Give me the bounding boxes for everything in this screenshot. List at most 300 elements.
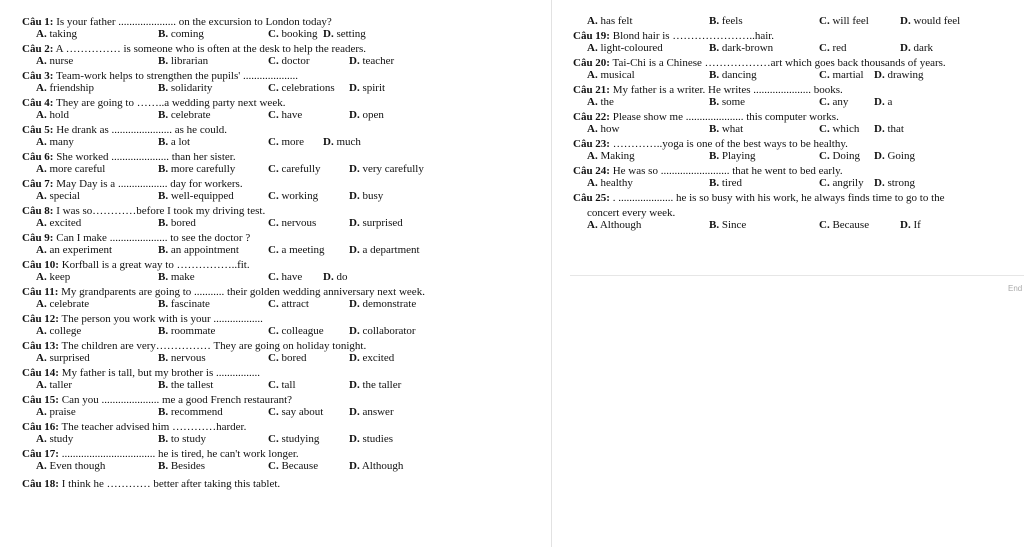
option-b[interactable] (158, 217, 196, 229)
option-b[interactable] (158, 379, 213, 391)
question-options (22, 460, 552, 475)
option-letter: D. (349, 217, 360, 229)
option-c[interactable] (819, 150, 860, 162)
option-a[interactable] (36, 244, 112, 256)
question-text: .................................. he is tired, he can't work longer. (61, 448, 299, 460)
option-b[interactable] (158, 82, 212, 94)
option-letter: C. (268, 217, 279, 229)
option-b[interactable] (158, 244, 239, 256)
option-letter: B. (158, 460, 169, 472)
option-d[interactable] (349, 298, 416, 310)
option-text: Doing (832, 150, 860, 162)
option-d[interactable] (900, 42, 933, 54)
option-letter: D. (323, 136, 334, 148)
option-letter: A. (587, 219, 598, 231)
question-options (22, 190, 552, 205)
option-b[interactable] (158, 325, 215, 337)
option-a[interactable] (36, 190, 80, 202)
option-letter: D. (874, 177, 885, 189)
option-letter: A. (587, 42, 598, 54)
option-a[interactable] (36, 109, 69, 121)
option-b[interactable] (158, 163, 235, 175)
question-stem (22, 16, 552, 28)
question-number: Câu 21: (573, 84, 610, 96)
question-item (22, 205, 552, 232)
option-c[interactable] (268, 217, 316, 229)
question-item (573, 84, 1013, 111)
option-letter: D. (900, 42, 911, 54)
option-b[interactable] (158, 460, 205, 472)
option-text: drawing (887, 69, 924, 81)
option-d[interactable] (349, 460, 403, 472)
option-b[interactable] (158, 136, 190, 148)
option-d[interactable] (349, 82, 385, 94)
option-letter: C. (268, 271, 279, 283)
question-stem (573, 192, 1013, 204)
option-a[interactable] (36, 55, 73, 67)
option-c[interactable] (268, 298, 309, 310)
option-a[interactable] (36, 433, 73, 445)
option-b[interactable] (709, 42, 773, 54)
question-stem (22, 421, 552, 433)
option-a[interactable] (36, 298, 89, 310)
option-d[interactable] (874, 96, 892, 108)
question-item (573, 192, 1013, 234)
option-c[interactable] (268, 271, 302, 283)
option-c[interactable] (819, 219, 869, 231)
option-letter: A. (587, 69, 598, 81)
option-b[interactable] (709, 177, 742, 189)
question-item (22, 286, 552, 313)
question-number: Câu 20: (573, 57, 610, 69)
option-d[interactable] (874, 69, 924, 81)
option-a[interactable] (36, 28, 77, 40)
option-text: light-coloured (600, 42, 663, 54)
option-text: excited (49, 217, 82, 229)
option-letter: B. (158, 190, 169, 202)
option-letter: D. (900, 15, 911, 27)
option-text: what (721, 123, 744, 135)
option-d[interactable] (900, 219, 921, 231)
option-letter: A. (36, 433, 47, 445)
option-d[interactable] (349, 379, 401, 391)
option-a[interactable] (587, 69, 635, 81)
option-d[interactable] (900, 15, 960, 27)
question-item (22, 178, 552, 205)
option-a[interactable] (36, 82, 94, 94)
question-stem (22, 286, 552, 298)
option-letter: C. (819, 15, 830, 27)
question-number: Câu 18: (22, 478, 59, 490)
option-d[interactable] (349, 433, 393, 445)
question-stem (573, 84, 1013, 96)
question-item (22, 313, 552, 340)
option-d[interactable] (349, 352, 394, 364)
option-text: demonstrate (362, 298, 417, 310)
option-text: study (49, 433, 74, 445)
option-c[interactable] (819, 177, 864, 189)
option-c[interactable] (268, 244, 325, 256)
option-letter: D. (349, 406, 360, 418)
option-d[interactable] (349, 406, 394, 418)
option-letter: D. (349, 190, 360, 202)
question-number: Câu 13: (22, 340, 59, 352)
option-letter: B. (709, 42, 720, 54)
question-options (22, 325, 552, 340)
option-d[interactable] (323, 136, 361, 148)
option-b[interactable] (158, 28, 204, 40)
option-text: martial (832, 69, 864, 81)
option-letter: D. (349, 352, 360, 364)
question-stem (22, 478, 552, 490)
question-text: May Day is a .................. day for workers. (56, 178, 243, 190)
option-letter: B. (158, 244, 169, 256)
question-number: Câu 23: (573, 138, 610, 150)
option-letter: D. (349, 433, 360, 445)
question-item (22, 151, 552, 178)
option-a[interactable] (587, 96, 614, 108)
option-letter: D. (349, 163, 360, 175)
option-c[interactable] (268, 379, 296, 391)
option-c[interactable] (268, 460, 318, 472)
option-letter: B. (709, 219, 720, 231)
option-text: any (832, 96, 849, 108)
question-text: Team-work helps to strengthen the pupils' .................... (56, 70, 298, 82)
question-options (22, 244, 552, 259)
option-letter: A. (36, 190, 47, 202)
option-letter: C. (819, 150, 830, 162)
question-options (22, 352, 552, 367)
option-a[interactable] (36, 217, 81, 229)
option-d[interactable] (349, 55, 394, 67)
option-text: musical (600, 69, 635, 81)
option-letter: B. (709, 177, 720, 189)
option-d[interactable] (323, 271, 347, 283)
option-text: college (49, 325, 82, 337)
question-stem (22, 70, 552, 82)
question-number: Câu 4: (22, 97, 54, 109)
option-text: angrily (832, 177, 864, 189)
option-text: recommend (170, 406, 223, 418)
option-b[interactable] (158, 298, 210, 310)
question-text: My grandparents are going to ........... their golden wedding anniversary next week. (61, 286, 425, 298)
end-divider (570, 275, 1024, 276)
option-c[interactable] (268, 28, 318, 40)
question-stem (22, 367, 552, 379)
option-text: an experiment (49, 244, 113, 256)
option-d[interactable] (874, 177, 915, 189)
question-item (22, 124, 552, 151)
option-a[interactable] (36, 163, 105, 175)
option-c[interactable] (268, 82, 335, 94)
question-item (573, 57, 1013, 84)
option-d[interactable] (323, 28, 366, 40)
question-number: Câu 8: (22, 205, 54, 217)
option-d[interactable] (349, 109, 384, 121)
option-letter: D. (874, 96, 885, 108)
question-number: Câu 12: (22, 313, 59, 325)
option-c[interactable] (268, 109, 302, 121)
option-b[interactable] (709, 15, 743, 27)
option-letter: B. (158, 136, 169, 148)
option-text: busy (362, 190, 384, 202)
option-a[interactable] (587, 15, 633, 27)
option-text: booking (281, 28, 318, 40)
option-c[interactable] (819, 96, 848, 108)
option-text: studies (362, 433, 394, 445)
option-text: Even though (49, 460, 106, 472)
option-c[interactable] (819, 15, 869, 27)
option-letter: C. (268, 433, 279, 445)
option-d[interactable] (349, 325, 416, 337)
option-a[interactable] (36, 136, 74, 148)
end-label: End (1008, 284, 1023, 293)
question-text: A …………… is someone who is often at the desk to help the readers. (55, 43, 367, 55)
question-number: Câu 3: (22, 70, 54, 82)
option-letter: A. (36, 244, 47, 256)
option-text: more careful (49, 163, 106, 175)
option-a[interactable] (587, 123, 619, 135)
option-text: setting (336, 28, 366, 40)
question-options (22, 163, 552, 178)
question-text: …………..yoga is one of the best ways to be healthy. (612, 138, 848, 150)
option-letter: C. (268, 406, 279, 418)
option-letter: B. (709, 96, 720, 108)
option-c[interactable] (268, 406, 323, 418)
question-number: Câu 16: (22, 421, 59, 433)
question-text: Please show me ..................... this computer works. (612, 111, 839, 123)
option-text: bored (170, 217, 196, 229)
option-letter: A. (36, 28, 47, 40)
option-letter: C. (268, 82, 279, 94)
question-text: My father is a writer. He writes ..................... books. (612, 84, 843, 96)
option-d[interactable] (874, 123, 904, 135)
question-text: Blond hair is …………………..hair. (612, 30, 775, 42)
question-number: Câu 5: (22, 124, 54, 136)
question-text: Is your father ..................... on the excursion to London today? (56, 16, 332, 28)
question-stem (22, 313, 552, 325)
option-d[interactable] (349, 190, 383, 202)
option-c[interactable] (819, 42, 847, 54)
question-number: Câu 1: (22, 16, 54, 28)
option-letter: D. (874, 69, 885, 81)
option-letter: D. (323, 271, 334, 283)
option-letter: C. (819, 177, 830, 189)
right-column (573, 15, 1013, 234)
option-text: teacher (362, 55, 395, 67)
option-a[interactable] (36, 379, 72, 391)
option-c[interactable] (819, 69, 864, 81)
option-text: say about (281, 406, 324, 418)
option-c[interactable] (268, 163, 321, 175)
option-b[interactable] (158, 433, 206, 445)
option-b[interactable] (158, 190, 234, 202)
option-b[interactable] (709, 69, 757, 81)
option-text: dark (913, 42, 933, 54)
question-18-options (573, 15, 1013, 30)
option-text: dark-brown (721, 42, 774, 54)
option-letter: C. (819, 123, 830, 135)
option-text: spirit (362, 82, 386, 94)
question-stem (22, 178, 552, 190)
option-b[interactable] (709, 150, 755, 162)
option-letter: D. (349, 379, 360, 391)
option-letter: D. (349, 325, 360, 337)
option-text: has felt (600, 15, 633, 27)
option-text: much (336, 136, 361, 148)
option-text: that (887, 123, 904, 135)
question-text: Tai-Chi is a Chinese ………………art which goes back thousands of years. (612, 57, 946, 69)
option-text: a (887, 96, 893, 108)
option-letter: C. (819, 42, 830, 54)
question-stem (22, 151, 552, 163)
question-item (22, 448, 552, 475)
question-number: Câu 22: (573, 111, 610, 123)
question-number: Câu 11: (22, 286, 59, 298)
question-number: Câu 19: (573, 30, 610, 42)
option-letter: D. (349, 460, 360, 472)
option-c[interactable] (268, 136, 304, 148)
option-a[interactable] (587, 177, 633, 189)
option-letter: B. (158, 379, 169, 391)
question-number: Câu 17: (22, 448, 59, 460)
option-b[interactable] (709, 123, 743, 135)
option-text: strong (887, 177, 915, 189)
option-text: answer (362, 406, 394, 418)
option-d[interactable] (349, 244, 420, 256)
question-text: Can I make ..................... to see the doctor ? (56, 232, 251, 244)
option-d[interactable] (349, 217, 403, 229)
option-letter: A. (36, 352, 47, 364)
question-text: The teacher advised him …………harder. (61, 421, 247, 433)
question-options (573, 42, 1013, 57)
option-text: studying (281, 433, 320, 445)
option-text: celebrations (281, 82, 335, 94)
question-stem (22, 232, 552, 244)
option-text: If (913, 219, 921, 231)
option-c[interactable] (268, 352, 307, 364)
option-text: fascinate (170, 298, 210, 310)
option-letter: D. (874, 150, 885, 162)
option-b[interactable] (158, 406, 223, 418)
option-text: a meeting (281, 244, 325, 256)
option-a[interactable] (587, 150, 635, 162)
option-text: Although (361, 460, 404, 472)
question-text: The children are very…………… They are going on holiday tonight. (61, 340, 367, 352)
question-item (22, 340, 552, 367)
option-text: the (600, 96, 614, 108)
option-c[interactable] (268, 55, 310, 67)
option-letter: A. (36, 271, 47, 283)
option-d[interactable] (874, 150, 915, 162)
option-text: collaborator (362, 325, 416, 337)
option-letter: A. (36, 460, 47, 472)
option-letter: D. (349, 244, 360, 256)
option-a[interactable] (36, 325, 81, 337)
option-c[interactable] (268, 190, 318, 202)
option-letter: D. (349, 82, 360, 94)
option-c[interactable] (819, 123, 859, 135)
option-text: working (281, 190, 319, 202)
question-number: Câu 9: (22, 232, 54, 244)
option-text: Making (600, 150, 635, 162)
question-stem (22, 259, 552, 271)
option-text: excited (362, 352, 395, 364)
option-c[interactable] (268, 325, 324, 337)
option-letter: B. (158, 325, 169, 337)
option-letter: A. (36, 82, 47, 94)
option-letter: D. (349, 109, 360, 121)
question-options (573, 219, 1013, 234)
option-text: the tallest (170, 379, 214, 391)
option-text: the taller (362, 379, 402, 391)
option-text: many (49, 136, 74, 148)
option-text: celebrate (49, 298, 90, 310)
option-a[interactable] (36, 406, 76, 418)
option-letter: B. (158, 82, 169, 94)
option-b[interactable] (158, 55, 208, 67)
option-b[interactable] (158, 109, 211, 121)
option-text: Going (887, 150, 915, 162)
option-d[interactable] (349, 163, 424, 175)
option-letter: D. (349, 55, 360, 67)
question-stem (573, 111, 1013, 123)
question-stem (22, 340, 552, 352)
question-number: Câu 10: (22, 259, 59, 271)
question-text: I was so…………before I took my driving test. (56, 205, 266, 217)
option-a[interactable] (36, 271, 70, 283)
option-letter: A. (36, 325, 47, 337)
option-letter: C. (268, 55, 279, 67)
option-letter: A. (36, 298, 47, 310)
option-a[interactable] (36, 460, 105, 472)
option-text: a department (362, 244, 420, 256)
option-letter: A. (36, 55, 47, 67)
option-letter: B. (158, 298, 169, 310)
question-options (22, 109, 552, 124)
question-text-continued (573, 207, 1013, 219)
question-item (22, 16, 552, 43)
option-letter: B. (709, 150, 720, 162)
option-text: healthy (600, 177, 633, 189)
option-text: solidarity (170, 82, 213, 94)
option-b[interactable] (709, 219, 746, 231)
option-text: surprised (49, 352, 90, 364)
option-letter: B. (709, 15, 720, 27)
option-b[interactable] (158, 352, 206, 364)
option-c[interactable] (268, 433, 319, 445)
option-letter: C. (268, 325, 279, 337)
option-letter: A. (36, 217, 47, 229)
option-text: Although (599, 219, 642, 231)
option-letter: A. (587, 96, 598, 108)
question-stem (22, 43, 552, 55)
option-text: celebrate (170, 109, 211, 121)
option-letter: B. (158, 406, 169, 418)
option-b[interactable] (158, 271, 195, 283)
option-text: nervous (170, 352, 206, 364)
question-options (22, 298, 552, 313)
option-a[interactable] (587, 219, 641, 231)
option-b[interactable] (709, 96, 745, 108)
option-text: Besides (170, 460, 206, 472)
option-a[interactable] (587, 42, 663, 54)
option-a[interactable] (36, 352, 90, 364)
option-text: nurse (49, 55, 74, 67)
question-text: . .................... he is so busy with his work, he always finds time to go to the (612, 192, 945, 204)
option-letter: C. (819, 96, 830, 108)
option-letter: B. (158, 271, 169, 283)
